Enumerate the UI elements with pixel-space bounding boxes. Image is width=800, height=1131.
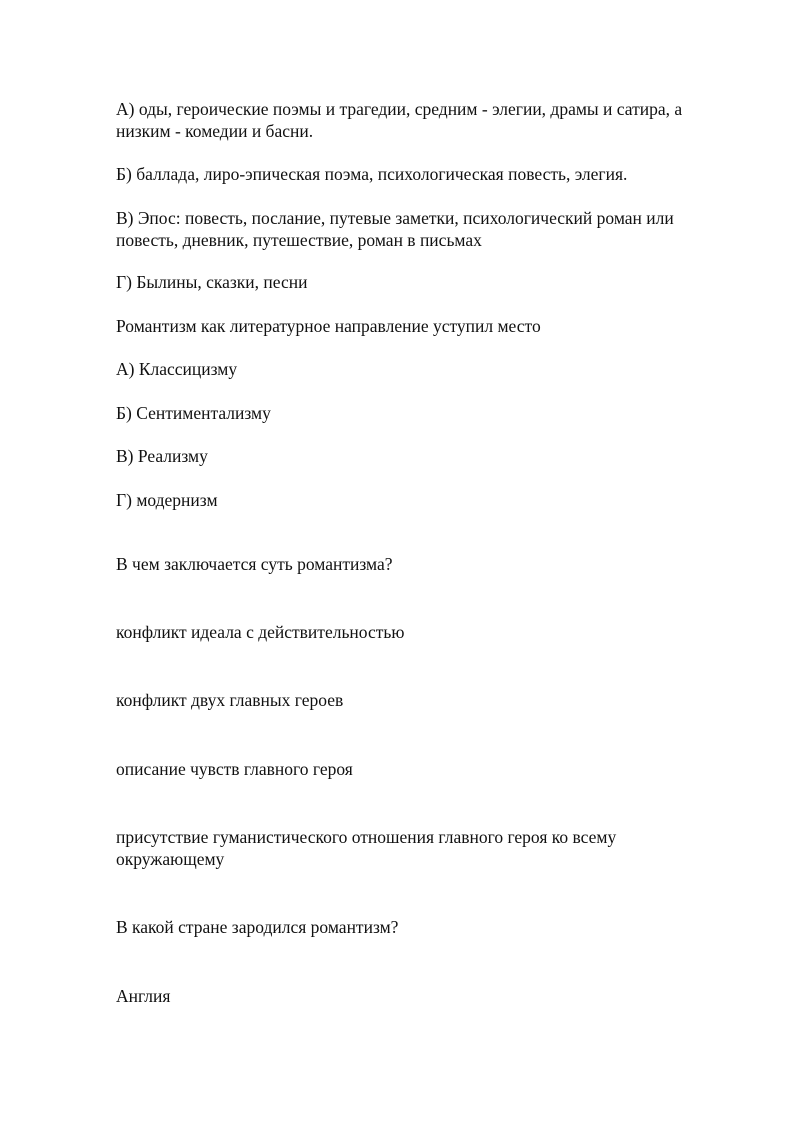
option-g-modernism: Г) модернизм	[116, 490, 218, 510]
question-essence-of-romanticism: В чем заключается суть романтизма?	[116, 554, 393, 574]
answer-a-line-1: А) оды, героические поэмы и трагедии, средним - элегии, драмы и сатира, а	[116, 99, 683, 119]
question-origin-country: В какой стране зародился романтизм?	[116, 917, 399, 937]
answer-england: Англия	[116, 986, 171, 1006]
answer-v-line-2: повесть, дневник, путешествие, роман в письмах	[116, 230, 482, 250]
option-humanistic-attitude	[116, 826, 736, 870]
answer-b-sentimentalism-genres: Б) баллада, лиро-эпическая поэма, психологическая повесть, элегия.	[116, 164, 628, 184]
option-humanistic-line-2: окружающему	[116, 849, 225, 869]
option-ideal-vs-reality: конфликт идеала с действительностью	[116, 622, 405, 642]
answer-a-classicism-genres	[116, 98, 736, 142]
answer-a-line-2: низким - комедии и басни.	[116, 121, 314, 141]
option-two-heroes-conflict: конфликт двух главных героев	[116, 690, 344, 710]
answer-g-folklore-genres: Г) Былины, сказки, песни	[116, 272, 308, 292]
option-humanistic-line-1: присутствие гуманистического отношения главного героя ко всему	[116, 827, 617, 847]
answer-v-epic-genres	[116, 207, 736, 251]
answer-v-line-1: В) Эпос: повесть, послание, путевые заметки, психологический роман или	[116, 208, 674, 228]
option-hero-feelings: описание чувств главного героя	[116, 759, 353, 779]
option-b-sentimentalism: Б) Сентиментализму	[116, 403, 271, 423]
option-a-classicism: А) Классицизму	[116, 359, 238, 379]
question-romanticism-replaced-by: Романтизм как литературное направление уступил место	[116, 316, 541, 336]
option-v-realism: В) Реализму	[116, 446, 208, 466]
